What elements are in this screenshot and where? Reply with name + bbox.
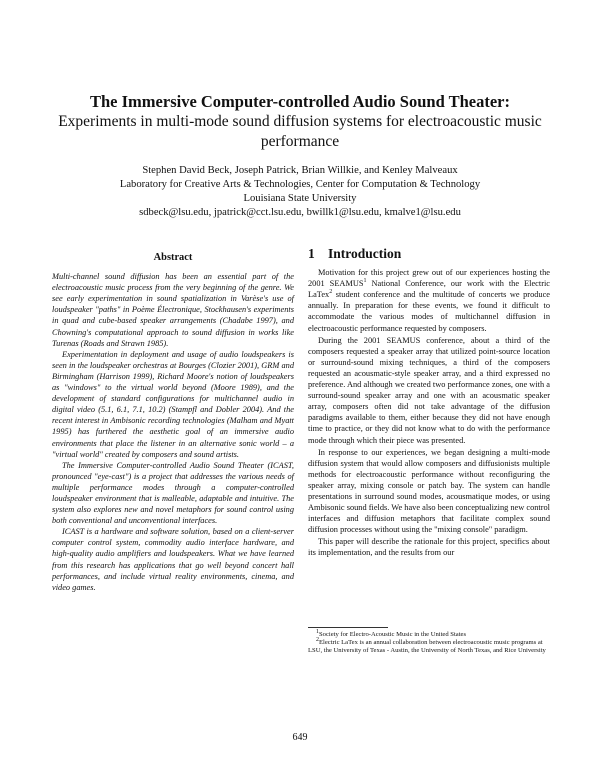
author-emails: sdbeck@lsu.edu, jpatrick@cct.lsu.edu, bwillk1@lsu.edu, kmalve1@lsu.edu — [139, 207, 461, 218]
body-text-run: student conference and the multitude of concerts we produce annually. In preparation for these events, we found it difficult to accommodate the various modes of multichannel diffusion in electroacoustic performance requested by composers. — [308, 290, 550, 333]
footnote-mark: 1 — [316, 628, 319, 635]
paper-header — [40, 92, 560, 220]
body-paragraph: In response to our experiences, we began designing a multi-mode diffusion system that would allow composers and diffusionists multiple methods for electroacoustic performance without reconfiguring the speaker array, mixing console or patch bay. The system can handle presentations in surround sound modes, acousmatique modes, or using Ambisonic sound fields. We have also been conceptualizing new control interfaces and diffusion metaphors that facilitate complex sound diffusion processes without using the "mixing console" paradigm. — [308, 447, 551, 535]
body-paragraph: This paper will describe the rationale for this project, specifics about its implementation, and the results from our — [308, 537, 550, 558]
footnote-text: Society for Electro-Acoustic Music in the United States — [319, 631, 467, 638]
footnote-divider — [308, 627, 388, 628]
abstract-column — [52, 252, 294, 593]
section-number: 1 — [308, 246, 315, 261]
abstract-paragraph: Multi-channel sound diffusion has been an essential part of the electroacoustic music process from the very beginning of the genre. We see early experimentation in sound spatialization in Varèse's use of loudspeaker "paths" in Poème Électronique, Stockhausen's experiments in quad and cube-based speaker arrangements (Chadabe 1997), and Chowning's computational approach to sound diffusion in works like Turenas (Roads and Strawn 1985). — [52, 272, 294, 348]
page-number: 649 — [292, 732, 308, 743]
paper-title: The Immersive Computer-controlled Audio Sound Theater: — [90, 92, 510, 111]
abstract-paragraph: ICAST is a hardware and software solution, based on a client-server computer control system, commodity audio interface hardware, and high-quality audio amplifiers and loudspeakers. What we have learned from this research has applications that go well beyond concert hall performances, and include virtual reality environments, cinema, and video games. — [52, 527, 294, 592]
section-title: Introduction — [328, 246, 402, 261]
footnote-text: Electric LaTex is an annual collaboration between electroacoustic music programs at LSU, the University of Texas - Austin, the University of North Texas, and Rice University — [308, 639, 546, 655]
abstract-paragraph: The Immersive Computer-controlled Audio Sound Theater (ICAST, pronounced "eye-cast") is a project that addresses the various needs of multiple performance modes through a computer-controlled loudspeaker environment that is malleable, adaptable and intuitive. The system also explores new and novel metaphors for sound control using both conventional and unconventional interfaces. — [52, 460, 294, 526]
abstract-paragraph: Experimentation in deployment and usage of audio loudspeakers is seen in the loudspeaker orchestras at Bourges (Clozier 2001), GRM and Birmingham (Harrison 1999), Richard Moore's notion of loudspeakers as "windows" to the virtual world beyond (Moore 1989), and the development of standard configurations for multichannel audio in digital video (5.1, 6.1, 7.1, 10.2) (Stampfl and Dobler 2004). And the recent interest in Ambisonic recording technologies (Malham and Myatt 1995) has furthered the aesthetic goal of an immersive audio environments that place the listener in an alternative sonic world – a "virtual world" created by composers and sound artists. — [52, 349, 294, 459]
body-text-run: Motivation for this project grew out of our experiences hosting the 2001 SEAMUS — [308, 268, 550, 289]
author-names: Stephen David Beck, Joseph Patrick, Brian Willkie, and Kenley Malveaux — [142, 165, 458, 176]
body-paragraph — [308, 267, 550, 334]
paper-subtitle: Experiments in multi-mode sound diffusion systems for electroacoustic music performance — [58, 113, 542, 150]
body-text-run: National Conference, our work with the Electric LaTex — [308, 279, 550, 300]
footnote — [308, 628, 550, 639]
body-paragraph: During the 2001 SEAMUS conference, about a third of the composers requested a speaker array that utilized point-source location or surround-sound mixing techniques, a third of the composers requested an acousmatic-style speaker array, and a third expressed no preference. And although we created two performance zones, one with a surround-sound speaker array and one with an acousmatic speaker array, composers often did not take advantage of the diffusion paradigms available to them, either because they did not have enough time to practice, or they did not know what to do with the performance mode through which their piece was presented. — [308, 335, 550, 445]
footnote-mark: 2 — [316, 637, 319, 644]
author-university: Louisiana State University — [243, 193, 357, 204]
footnote-ref: 2 — [329, 289, 333, 296]
footnote — [308, 639, 550, 655]
introduction-column — [308, 246, 551, 559]
author-affiliation: Laboratory for Creative Arts & Technologies, Center for Computation & Technology — [119, 179, 481, 190]
author-block — [40, 164, 560, 220]
footnote-ref: 1 — [363, 278, 367, 285]
abstract-heading: Abstract — [153, 252, 193, 263]
footnotes — [308, 627, 550, 656]
section-heading — [308, 248, 550, 259]
